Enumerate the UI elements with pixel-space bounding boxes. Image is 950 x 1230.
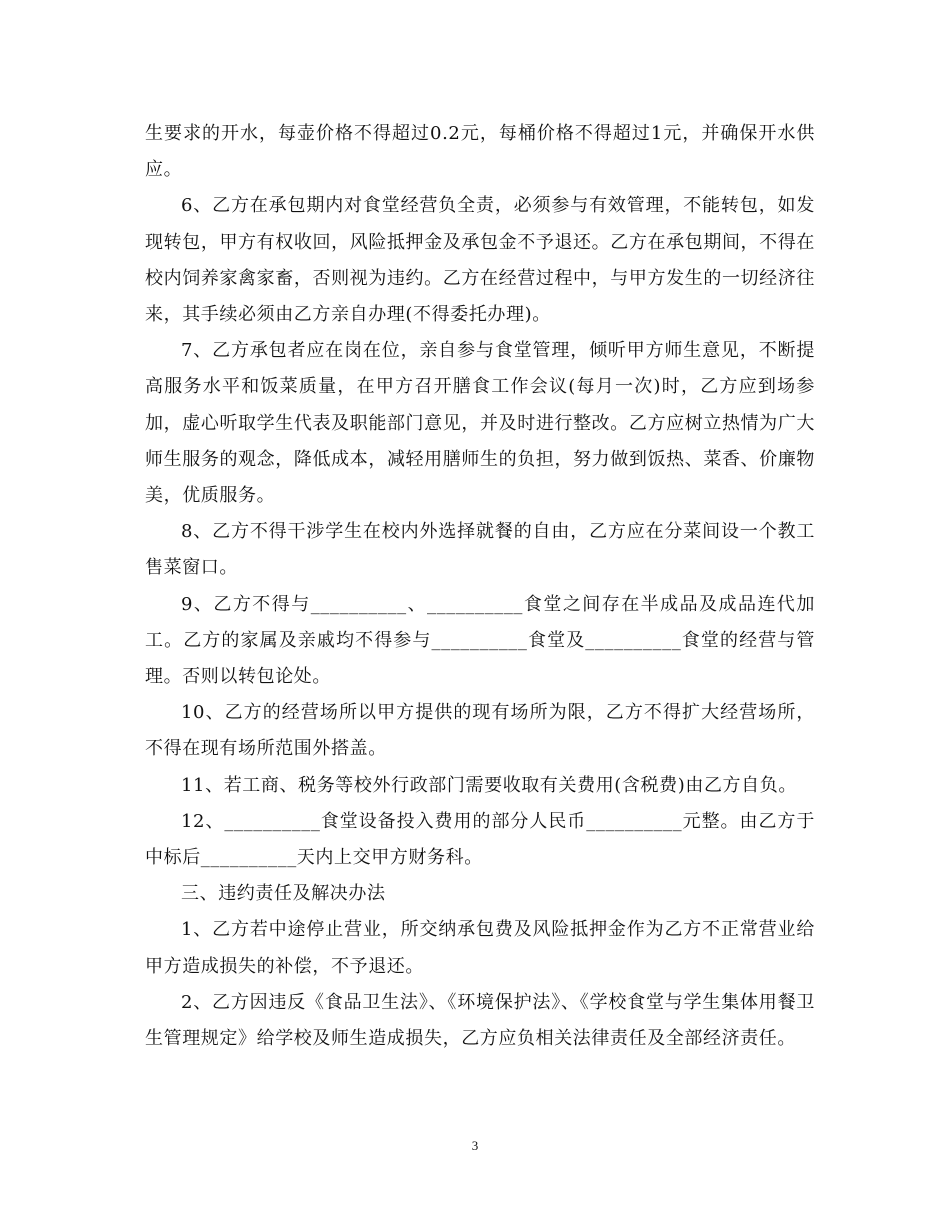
section-3-clause-2: 2、乙方因违反《食品卫生法》、《环境保护法》、《学校食堂与学生集体用餐卫生管理规定》给学校及师生造成损失，乙方应负相关法律责任及全部经济责任。	[145, 991, 815, 1050]
page-number: 3	[471, 1138, 479, 1153]
clause-12: 12、__________食堂设备投入费用的部分人民币__________元整。由乙方于中标后__________天内上交甲方财务科。	[145, 810, 815, 869]
clause-11: 11、若工商、税务等校外行政部门需要收取有关费用(含税费)由乙方自负。	[181, 774, 797, 796]
section-3-clause-1: 1、乙方若中途停止营业，所交纳承包费及风险抵押金作为乙方不正常营业给甲方造成损失的补偿，不予退还。	[145, 919, 815, 977]
document-body	[145, 116, 815, 1057]
clause-6: 6、乙方在承包期内对食堂经营负全责，必须参与有效管理，不能转包，如发现转包，甲方有权收回，风险抵押金及承包金不予退还。乙方在承包期间，不得在校内饲养家禽家畜，否则视为违约。乙方在经营过程中，与甲方发生的一切经济往来，其手续必须由乙方亲自办理(不得委托办理)。	[145, 195, 815, 326]
paragraph-continuation: 生要求的开水，每壶价格不得超过0.2元，每桶价格不得超过1元，并确保开水供应。	[145, 123, 815, 181]
clause-10: 10、乙方的经营场所以甲方提供的现有场所为限，乙方不得扩大经营场所，不得在现有场所范围外搭盖。	[145, 702, 815, 760]
clause-7: 7、乙方承包者应在岗在位，亲自参与食堂管理，倾听甲方师生意见，不断提高服务水平和饭菜质量，在甲方召开膳食工作会议(每月一次)时，乙方应到场参加，虚心听取学生代表及职能部门意见，并及时进行整改。乙方应树立热情为广大师生服务的观念，降低成本，减轻用膳师生的负担，努力做到饭热、菜香、价廉物美，优质服务。	[145, 340, 815, 507]
section-heading-3: 三、违约责任及解决办法	[181, 883, 386, 905]
clause-8: 8、乙方不得干涉学生在校内外选择就餐的自由，乙方应在分菜间设一个教工售菜窗口。	[145, 521, 815, 579]
clause-9: 9、乙方不得与__________、__________食堂之间存在半成品及成品连代加工。乙方的家属及亲戚均不得参与__________食堂及__________食堂的经营与管理。否则以转包论处。	[145, 593, 815, 688]
